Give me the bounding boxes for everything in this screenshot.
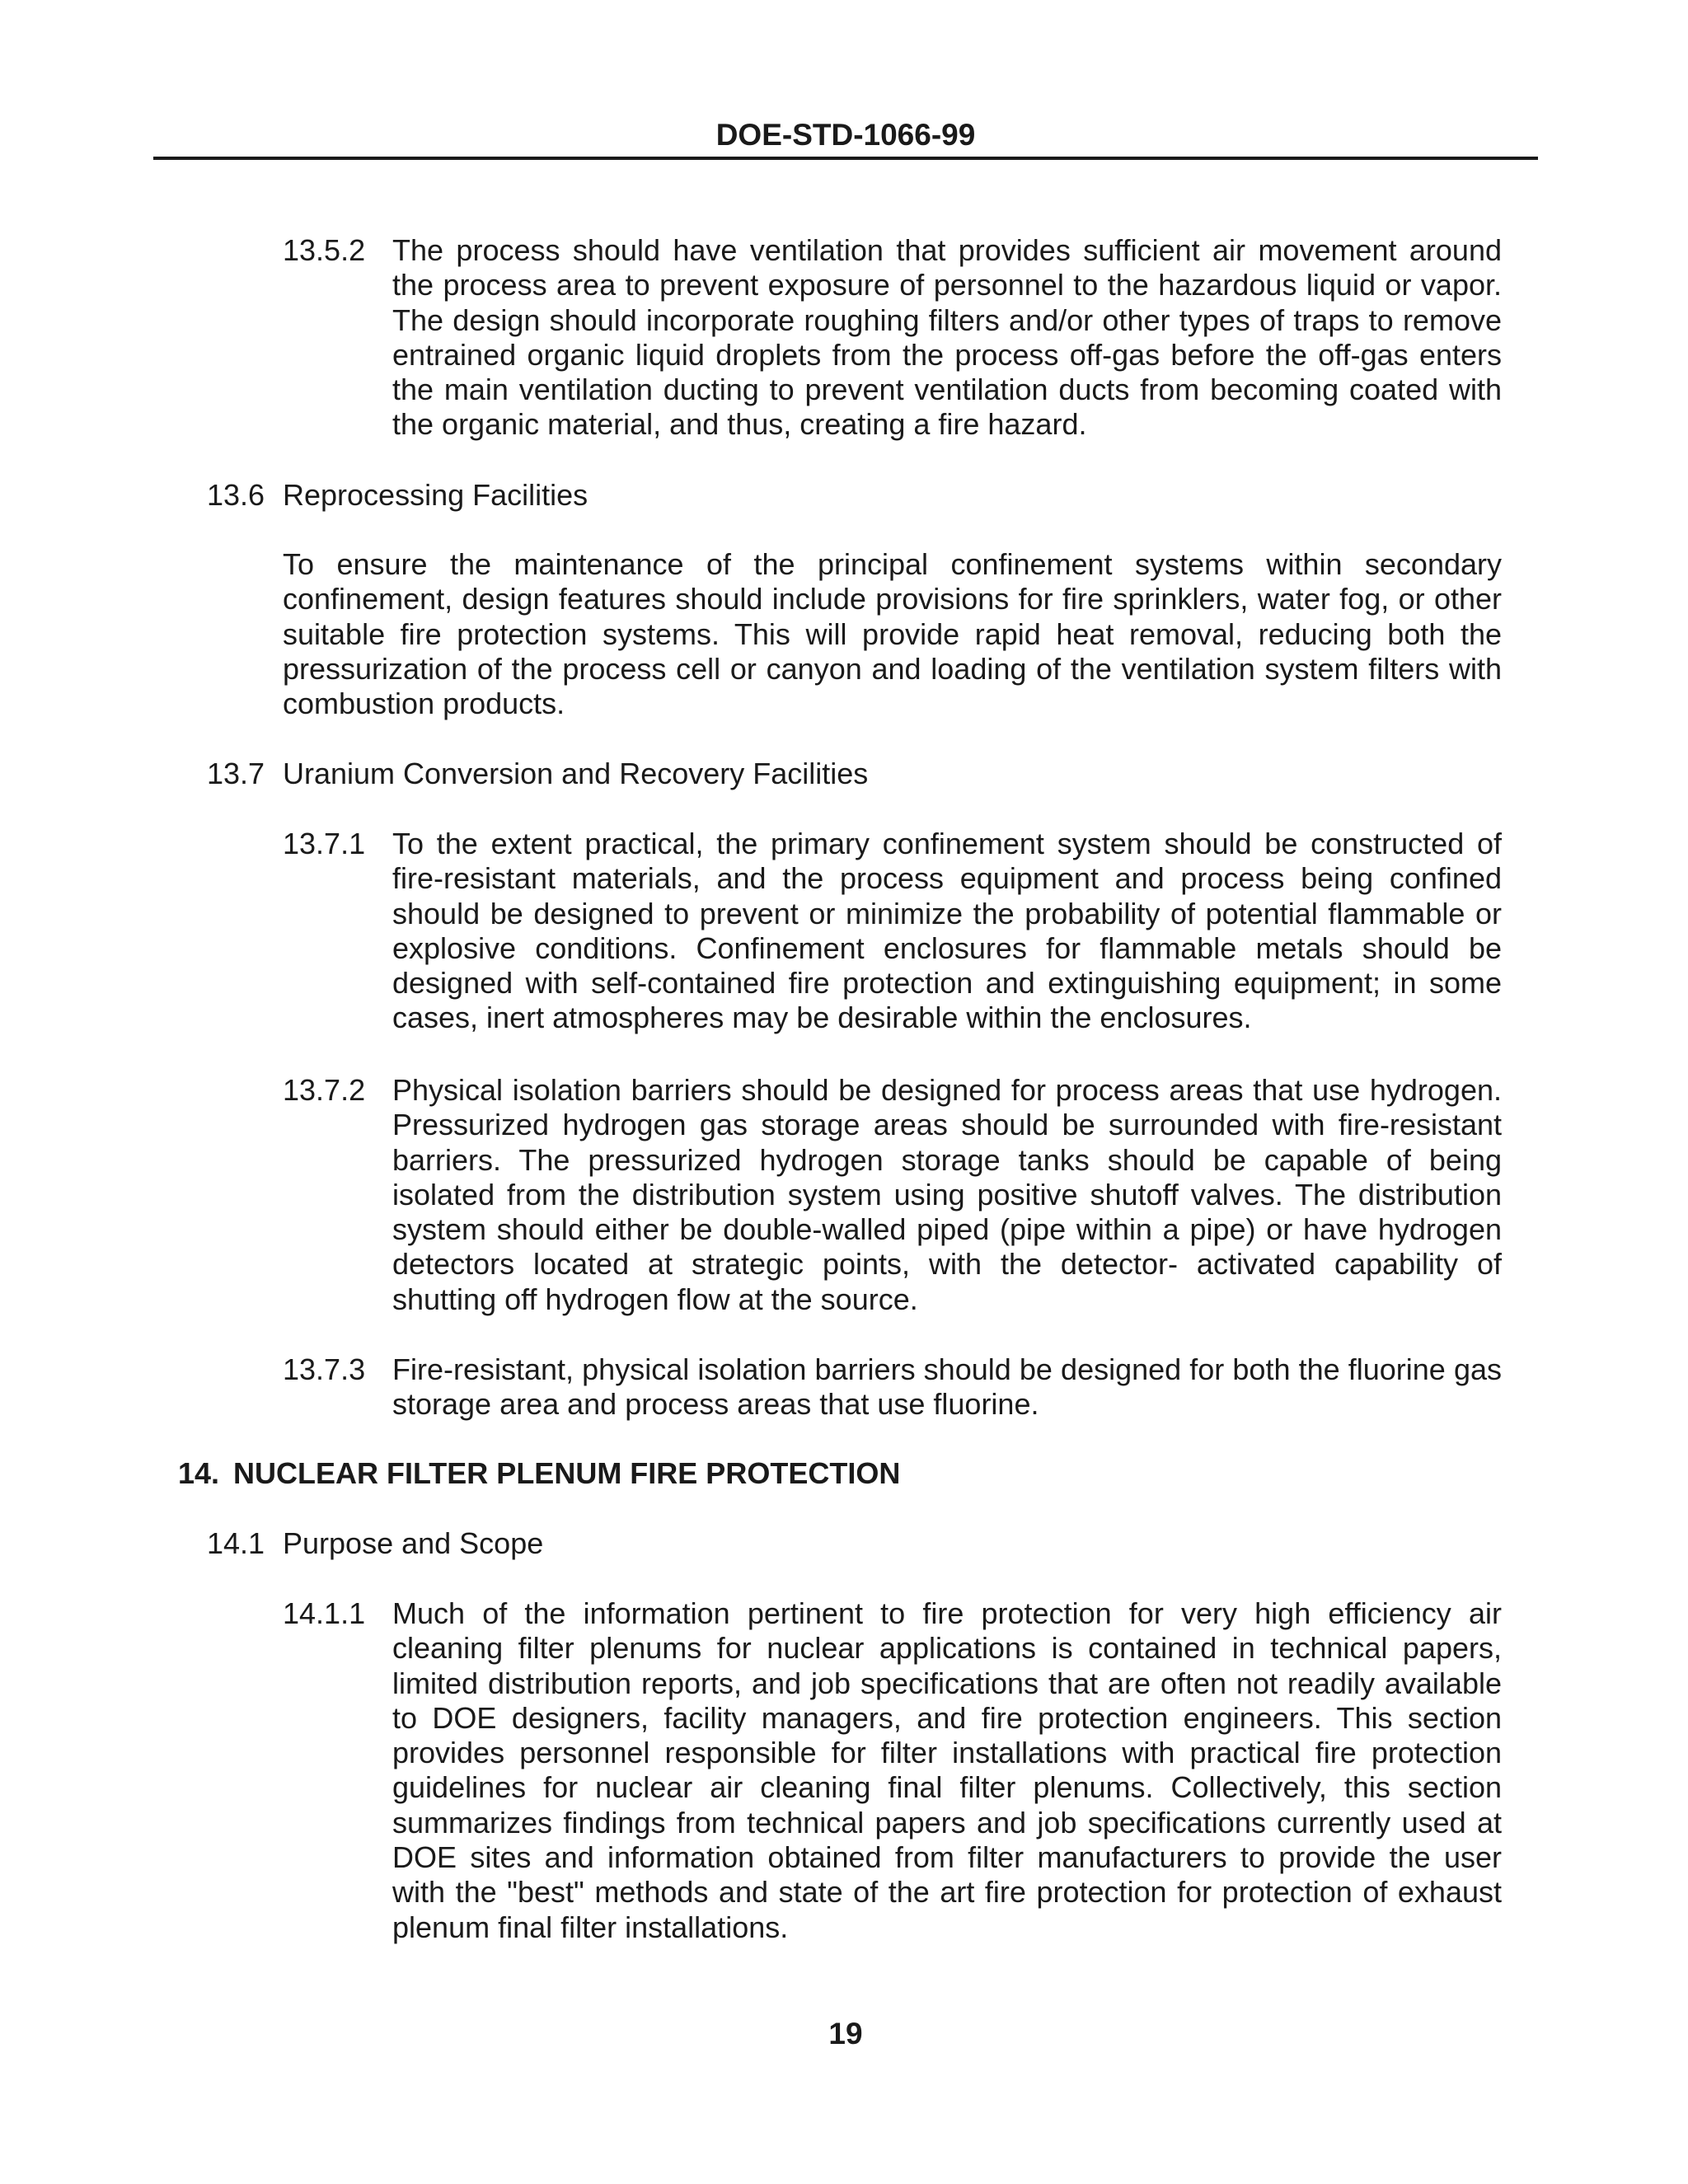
header-rule bbox=[153, 157, 1538, 160]
section-number-13-7-3: 13.7.3 bbox=[283, 1352, 366, 1386]
section-title-13-6: Reprocessing Facilities bbox=[283, 478, 588, 512]
section-number-13-5-2: 13.5.2 bbox=[283, 233, 366, 267]
section-number-14: 14. bbox=[178, 1456, 220, 1490]
section-title-14: NUCLEAR FILTER PLENUM FIRE PROTECTION bbox=[233, 1456, 901, 1490]
section-number-13-7-1: 13.7.1 bbox=[283, 827, 366, 860]
section-number-14-1-1: 14.1.1 bbox=[283, 1596, 366, 1630]
paragraph-14-1-1: Much of the information pertinent to fire protection for very high efficiency air cleaning filter plenums for nuclear applications is contained in technical papers, limited distribution reports, and job specifications that are often not readily available to DOE designers, facility managers, and fire protection engineers. This section provides personnel responsible for filter installations with practical fire protection guidelines for nuclear air cleaning final filter plenums. Collectively, this section summarizes findings from technical papers and job specifications currently used at DOE sites and information obtained from filter manufacturers to provide the user with the "best" methods and state of the art fire protection for protection of exhaust plenum final filter installations. bbox=[392, 1596, 1502, 1944]
section-number-14-1: 14.1 bbox=[207, 1526, 265, 1560]
section-number-13-7: 13.7 bbox=[207, 757, 265, 790]
section-title-14-1: Purpose and Scope bbox=[283, 1526, 544, 1560]
paragraph-13-5-2: The process should have ventilation that provides sufficient air movement around the process area to prevent exposure of personnel to the hazardous liquid or vapor. The design should incorporate roughing filters and/or other types of traps to remove entrained organic liquid droplets from the process off-gas before the off-gas enters the main ventilation ducting to prevent ventilation ducts from becoming coated with the organic material, and thus, creating a fire hazard. bbox=[392, 233, 1502, 442]
section-number-13-6: 13.6 bbox=[207, 478, 265, 512]
paragraph-13-7-1: To the extent practical, the primary confinement system should be constructed of fire-resistant materials, and the process equipment and process being confined should be designed to prevent or minimize the probability of potential flammable or explosive conditions. Confinement enclosures for flammable metals should be designed with self-contained fire protection and extinguishing equipment; in some cases, inert atmospheres may be desirable within the enclosures. bbox=[392, 827, 1502, 1035]
paragraph-13-6: To ensure the maintenance of the principal confinement systems within secondary confinement, design features should include provisions for fire sprinklers, water fog, or other suitable fire protection systems. This will provide rapid heat removal, reducing both the pressurization of the process cell or canyon and loading of the ventilation system filters with combustion products. bbox=[283, 547, 1502, 721]
section-number-13-7-2: 13.7.2 bbox=[283, 1073, 366, 1107]
page-number: 19 bbox=[828, 2017, 863, 2050]
paragraph-13-7-2: Physical isolation barriers should be designed for process areas that use hydrogen. Pressurized hydrogen gas storage areas should be surrounded with fire-resistant barriers. The pressurized hydrogen storage tanks should be capable of being isolated from the distribution system using positive shutoff valves. The distribution system should either be double-walled piped (pipe within a pipe) or have hydrogen detectors located at strategic points, with the detector- activated capability of shutting off hydrogen flow at the source. bbox=[392, 1073, 1502, 1316]
document-id-header: DOE-STD-1066-99 bbox=[715, 118, 976, 152]
paragraph-13-7-3: Fire-resistant, physical isolation barriers should be designed for both the fluorine gas storage area and process areas that use fluorine. bbox=[392, 1352, 1502, 1422]
section-title-13-7: Uranium Conversion and Recovery Facilities bbox=[283, 757, 869, 790]
